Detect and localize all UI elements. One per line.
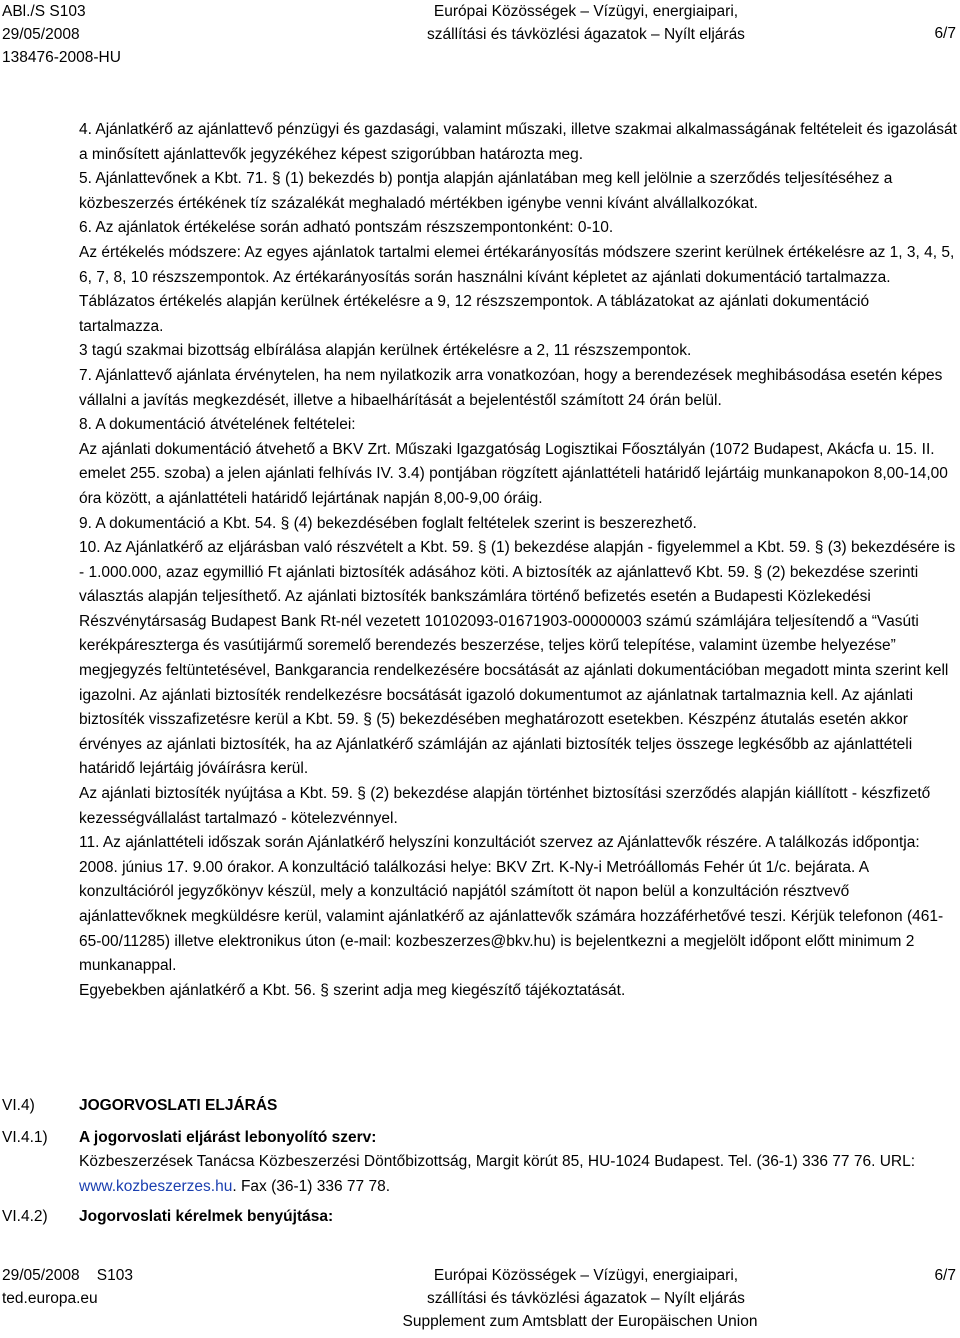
footer-supplement: Supplement zum Amtsblatt der Europäischen Union [402,1313,758,1330]
footer-date-series: 29/05/2008 S103 [2,1267,134,1284]
paragraph: Az ajánlati biztosíték nyújtása a Kbt. 59. § (2) bekezdése alapján történhet biztosítási szerződés alapján kiállított - készfizető kezességvállalást tartalmazó - kötelezvénnyel. [79,785,931,827]
footer-title-line-2: szállítási és távközlési ágazatok – Nyílt eljárás [427,1290,745,1307]
paragraph: 11. Az ajánlattételi időszak során Ajánlatkérő helyszíni konzultációt szervez az Ajánlattevők részére. A találkozás időpontja: 2008. június 17. 9.00 órakor. A konzultáció találkozási helye: BKV Zrt. K-Ny-i Metróállomás Fehér út 1/c. bejárata. A konzultációról jegyzőkönyv készül, mely a konzultáció napjától számított öt napon belül a konzultáción résztvevő ajánlattevőknek megküldésre kerül, valamint ajánlatkérő az ajánlattevők számára hozzáférhetővé teszi. Kérjük telefonon (461-65-00/11285) illetve elektronikus úton (e-mail: kozbeszerzes@bkv.hu) is bejelentkezni a megjelölt időpont előtt minimum 2 munkanappal. [79,834,944,975]
footer-left [2,1264,133,1310]
paragraph: Egyebekben ajánlatkérő a Kbt. 56. § szerint adja meg kiegészítő tájékoztatását. [79,981,626,999]
footer-title-line-1: Európai Közösségek – Vízügyi, energiaipari, [433,1267,739,1284]
fax-text: . Fax (36-1) 336 77 78. [232,1177,391,1195]
paragraph: 9. A dokumentáció a Kbt. 54. § (4) bekezdésében foglalt feltételek szerint is beszerezhető. [79,514,697,532]
header-title-line-1: Európai Közösségek – Vízügyi, energiaipari, [433,3,739,20]
header-title-line-2: szállítási és távközlési ágazatok – Nyílt eljárás [427,26,745,43]
header-left [2,0,121,69]
section-title-vi42: Jogorvoslati kérelmek benyújtása: [79,1208,334,1225]
review-body-url-link[interactable]: www.kozbeszerzes.hu [79,1177,233,1195]
section-label-vi4: VI.4) [2,1097,35,1114]
notice-body [79,118,957,1003]
header-date: 29/05/2008 [2,26,80,43]
paragraph: 3 tagú szakmai bizottság elbírálása alapján kerülnek értékelésre a 2, 11 részszempontok. [79,342,692,360]
section-label-vi42: VI.4.2) [2,1208,48,1225]
footer-page-number: 6/7 [934,1267,956,1284]
footer-site-link[interactable]: ted.europa.eu [2,1290,98,1307]
paragraph: 7. Ajánlattevő ajánlata érvénytelen, ha nem nyilatkozik arra vonatkozóan, hogy a berendezések meghibásodása esetén képes vállalni a javítás megkezdését, illetve a hibaelhárítását a bejelentéstől számított 24 órán belül. [79,366,943,409]
paragraph: 4. Ajánlatkérő az ajánlattevő pénzügyi és gazdasági, valamint műszaki, illetve szakmai alkalmasságának feltételeit és igazolását a minősített ajánlattevők jegyzékéhez képest szigorúbban határozta meg. [79,121,957,163]
footer-center [386,1264,786,1310]
section-title-vi41: A jogorvoslati eljárást lebonyolító szerv: [79,1129,377,1146]
header-center [386,0,786,46]
section-title-vi4: JOGORVOSLATI ELJÁRÁS [79,1097,278,1114]
paragraph: 10. Az Ajánlatkérő az eljárásban való részvételt a Kbt. 59. § (1) bekezdése alapján - figyelemmel a Kbt. 59. § (3) bekezdésére is - 1.000.000, azaz egymillió Ft ajánlati biztosíték adásához köti. A biztosíték az ajánlattevő Kbt. 59. § (2) bekezdése szerinti választás alapján teljesíthető. Az ajánlati biztosíték bankszámlára történő befizetés esetén a Budapesti Közlekedési Részvénytársaság Budapest Bank Rt-nél vezetett 10102093-01671903-00000003 számú számlájára teljesítendő a “Vasúti kerékpáresztergа és vasútijármű soremelő berendezés beszerzése, teljes körű telepítése, valamint üzembe helyezése” megjegyzés feltüntetésével, Bankgarancia rendelkezésére bocsátását az ajánlati dokumentációban megadott minta szerint kell igazolni. Az ajánlati biztosíték rendelkezésre bocsátását igazoló dokumentumot az ajánlatnak tartalmaznia kell. Az ajánlati biztosíték visszafizetésre kerül a Kbt. 59. § (5) bekezdésében meghatározott esetekben. Készpénz átutalás esetén akkor érvényes az ajánlati biztosíték, ha az Ajánlatkérő számláján az ajánlati biztosíték teljes összege legkésőbb az ajánlattételi határidő lejártáig jóváírásra kerül. [79,539,956,778]
header-page-number: 6/7 [934,25,956,42]
notice-number: 138476-2008-HU [2,49,121,66]
review-body-address [79,1150,957,1199]
paragraph: 5. Ajánlattevőnek a Kbt. 71. § (1) bekezdés b) pontja alapján ajánlatában meg kell jelölnie a szerződés teljesítéséhez a közbeszerzés értékének tíz százalékát meghaladó mértékben igénybe venni kívánt alvállalkozókat. [79,170,893,212]
paragraph: Az ajánlati dokumentáció átvehető a BKV Zrt. Műszaki Igazgatóság Logisztikai Főosztályán (1072 Budapest, Akácfa u. 15. II. emelet 255. szoba) a jelen ajánlati felhívás IV. 3.4) pontjában rögzített ajánlattételi határidő lejártáig munkanapokon 8,00-14,00 óra között, a ajánlattételi határidő lejártának napján 8,00-9,00 óráig. [79,440,948,507]
paragraph: 6. Az ajánlatok értékelése során adható pontszám részszempontonként: 0-10. [79,219,614,237]
paragraph: Táblázatos értékelés alapján kerülnek értékelésre a 9, 12 részszempontok. A táblázatokat az ajánlati dokumentáció tartalmazza. [79,293,870,335]
address-text: Közbeszerzések Tanácsa Közbeszerzési Döntőbizottság, Margit körút 85, HU-1024 Budapest. Tel. (36-1) 336 77 76. URL: [79,1153,916,1170]
section-label-vi41: VI.4.1) [2,1129,48,1146]
journal-ref: ABl./S S103 [2,3,86,20]
paragraph: 8. A dokumentáció átvételének feltételei: [79,416,356,434]
paragraph: Az értékelés módszere: Az egyes ajánlatok tartalmi elemei értékarányosítás módszere szerint kerülnek értékelésre az 1, 3, 4, 5, 6, 7, 8, 10 részszempontok. Az értékarányosítás során használni kívánt képletet az ajánlati dokumentáció tartalmazza. [79,243,955,286]
